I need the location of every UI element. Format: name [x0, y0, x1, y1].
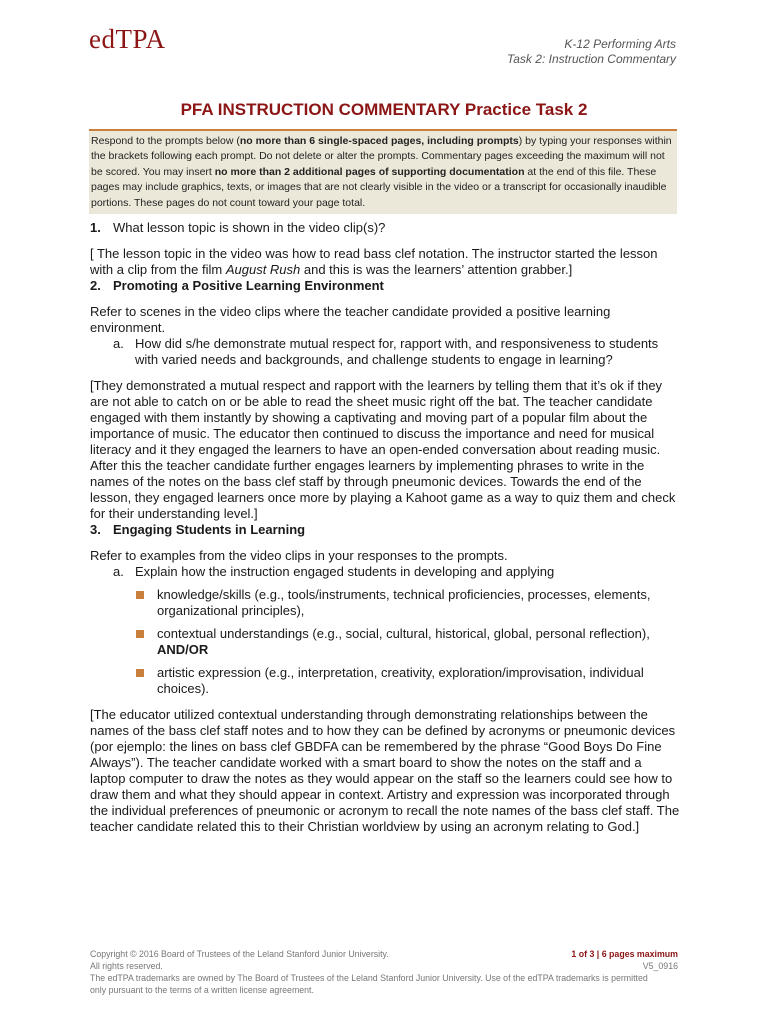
question-prompt: What lesson topic is shown in the video clip(s)?	[113, 220, 386, 235]
question-intro: Refer to examples from the video clips in your responses to the prompts.	[90, 548, 508, 563]
document-header	[507, 37, 676, 67]
sub-letter: a.	[113, 336, 124, 351]
bullet-item	[136, 665, 680, 697]
question-heading: Engaging Students in Learning	[113, 522, 306, 537]
bullet-square-icon	[136, 591, 144, 599]
task-label: Task 2: Instruction Commentary	[507, 52, 676, 66]
edtpa-logo: edTPA	[89, 24, 166, 54]
sub-prompt-3a	[113, 564, 680, 580]
answer-1	[90, 246, 680, 278]
bullet-text-part: contextual understandings (e.g., social, cultural, historical, global, personal reflection),	[157, 626, 650, 641]
sub-text: Explain how the instruction engaged students in developing and applying	[135, 564, 555, 579]
bullet-text	[157, 626, 680, 658]
question-2	[90, 278, 680, 294]
question-number: 2.	[90, 278, 101, 293]
bullet-square-icon	[136, 669, 144, 677]
question-number: 1.	[90, 220, 101, 235]
answer-3: [The educator utilized contextual understanding through demonstrating relationships between the names of the bass clef staff notes and to how they can be defined by acronyms or pneumonic devices (por ejemplo: the lines on bass clef GBDFA can be remembered by the phrase “Good Boys Do Fine Always”). The teacher candidate worked with a smart board to show the notes on the staff and a laptop computer to draw the notes as they would appear on the staff so the learners could see how to draw them and what they should appear in context. Artistry and expression was incorporated through the individual preferences of pneumonic or acronym to recall the note names of the bass clef staff. The teacher candidate related this to their Christian worldview by using an acronym relating to God.]	[90, 707, 680, 834]
footer-page-info	[571, 948, 678, 972]
title-main: PFA INSTRUCTION COMMENTARY	[180, 100, 461, 119]
film-title: August Rush	[225, 262, 301, 277]
sub-prompt-2a	[113, 336, 680, 368]
instructions-text: Respond to the prompts below (	[91, 135, 240, 147]
sub-text: How did s/he demonstrate mutual respect for, rapport with, and responsiveness to students with varied needs and backgrounds, and challenge students to engage in learning?	[135, 336, 659, 367]
footer-copyright: Copyright © 2016 Board of Trustees of the Leland Stanford Junior University.	[90, 949, 389, 959]
instructions-text: at the end of this file. These pages may include graphics, texts, or images that are not clearly visible in the video or a transcript for occasionally inaudible portions. These pages do not count toward your page total.	[91, 165, 667, 209]
question-number: 3.	[90, 522, 101, 537]
footer-legal	[90, 948, 650, 996]
bullet-text: knowledge/skills (e.g., tools/instruments, technical proficiencies, processes, elements, organizational principles),	[157, 587, 651, 618]
bullet-item	[136, 626, 680, 658]
commentary-body	[90, 220, 680, 835]
instructions-text: ) by typing your responses within the brackets following each prompt. Do not delete or alter the prompts. Commentary pages exceeding the maximum will not be scored. You may insert	[91, 135, 672, 178]
subject-label: K-12 Performing Arts	[564, 37, 676, 51]
bullet-text: artistic expression (e.g., interpretation, creativity, exploration/improvisation, individual choices).	[157, 665, 644, 696]
page-title	[0, 100, 768, 120]
question-1	[90, 220, 680, 236]
question-heading: Promoting a Positive Learning Environment	[113, 278, 384, 293]
page-count: 1 of 3 | 6 pages maximum	[571, 949, 678, 959]
sub-letter: a.	[113, 564, 124, 579]
question-intro: Refer to scenes in the video clips where the teacher candidate provided a positive learning environment.	[90, 304, 611, 335]
bullet-square-icon	[136, 630, 144, 638]
answer-text: and this is was the learners’ attention grabber.]	[300, 262, 573, 277]
instructions-bold: no more than 2 additional pages of supporting documentation	[214, 165, 525, 178]
version-label: V5_0916	[642, 961, 678, 971]
answer-text: [ The lesson topic in the video was how to read bass clef notation. The instructor started the lesson with a clip from the film	[90, 246, 658, 277]
instructions-box	[89, 129, 677, 214]
title-sub: Practice Task 2	[460, 100, 588, 119]
instructions-bold: no more than 6 single-spaced pages, including prompts	[239, 135, 519, 147]
bullet-item	[136, 587, 680, 619]
footer-rights: All rights reserved.	[90, 961, 163, 971]
answer-2: [They demonstrated a mutual respect and rapport with the learners by telling them that it’s ok if they are not able to catch on or be able to read the sheet music right off the bat. The teacher candidate engaged with them instantly by showing a captivating and moving part of a popular film about the importance of music. The educator then continued to discuss the importance and need for musical literacy and it they engaged the learners to have an open-ended conversation about reading music. After this the teacher candidate further engages learners by implementing phrases to write in the names of the notes on the bass clef staff by through pneumonic devices. Towards the end of the lesson, they engaged learners once more by playing a Kahoot game as a way to quiz them and check for their understanding level.]	[90, 378, 676, 521]
question-3	[90, 522, 680, 538]
bullet-text-bold: AND/OR	[157, 642, 209, 657]
footer-trademark: The edTPA trademarks are owned by The Board of Trustees of the Leland Stanford Junior University. Use of the edTPA trademarks is permitted only pursuant to the terms of a written license agreement.	[90, 973, 648, 995]
